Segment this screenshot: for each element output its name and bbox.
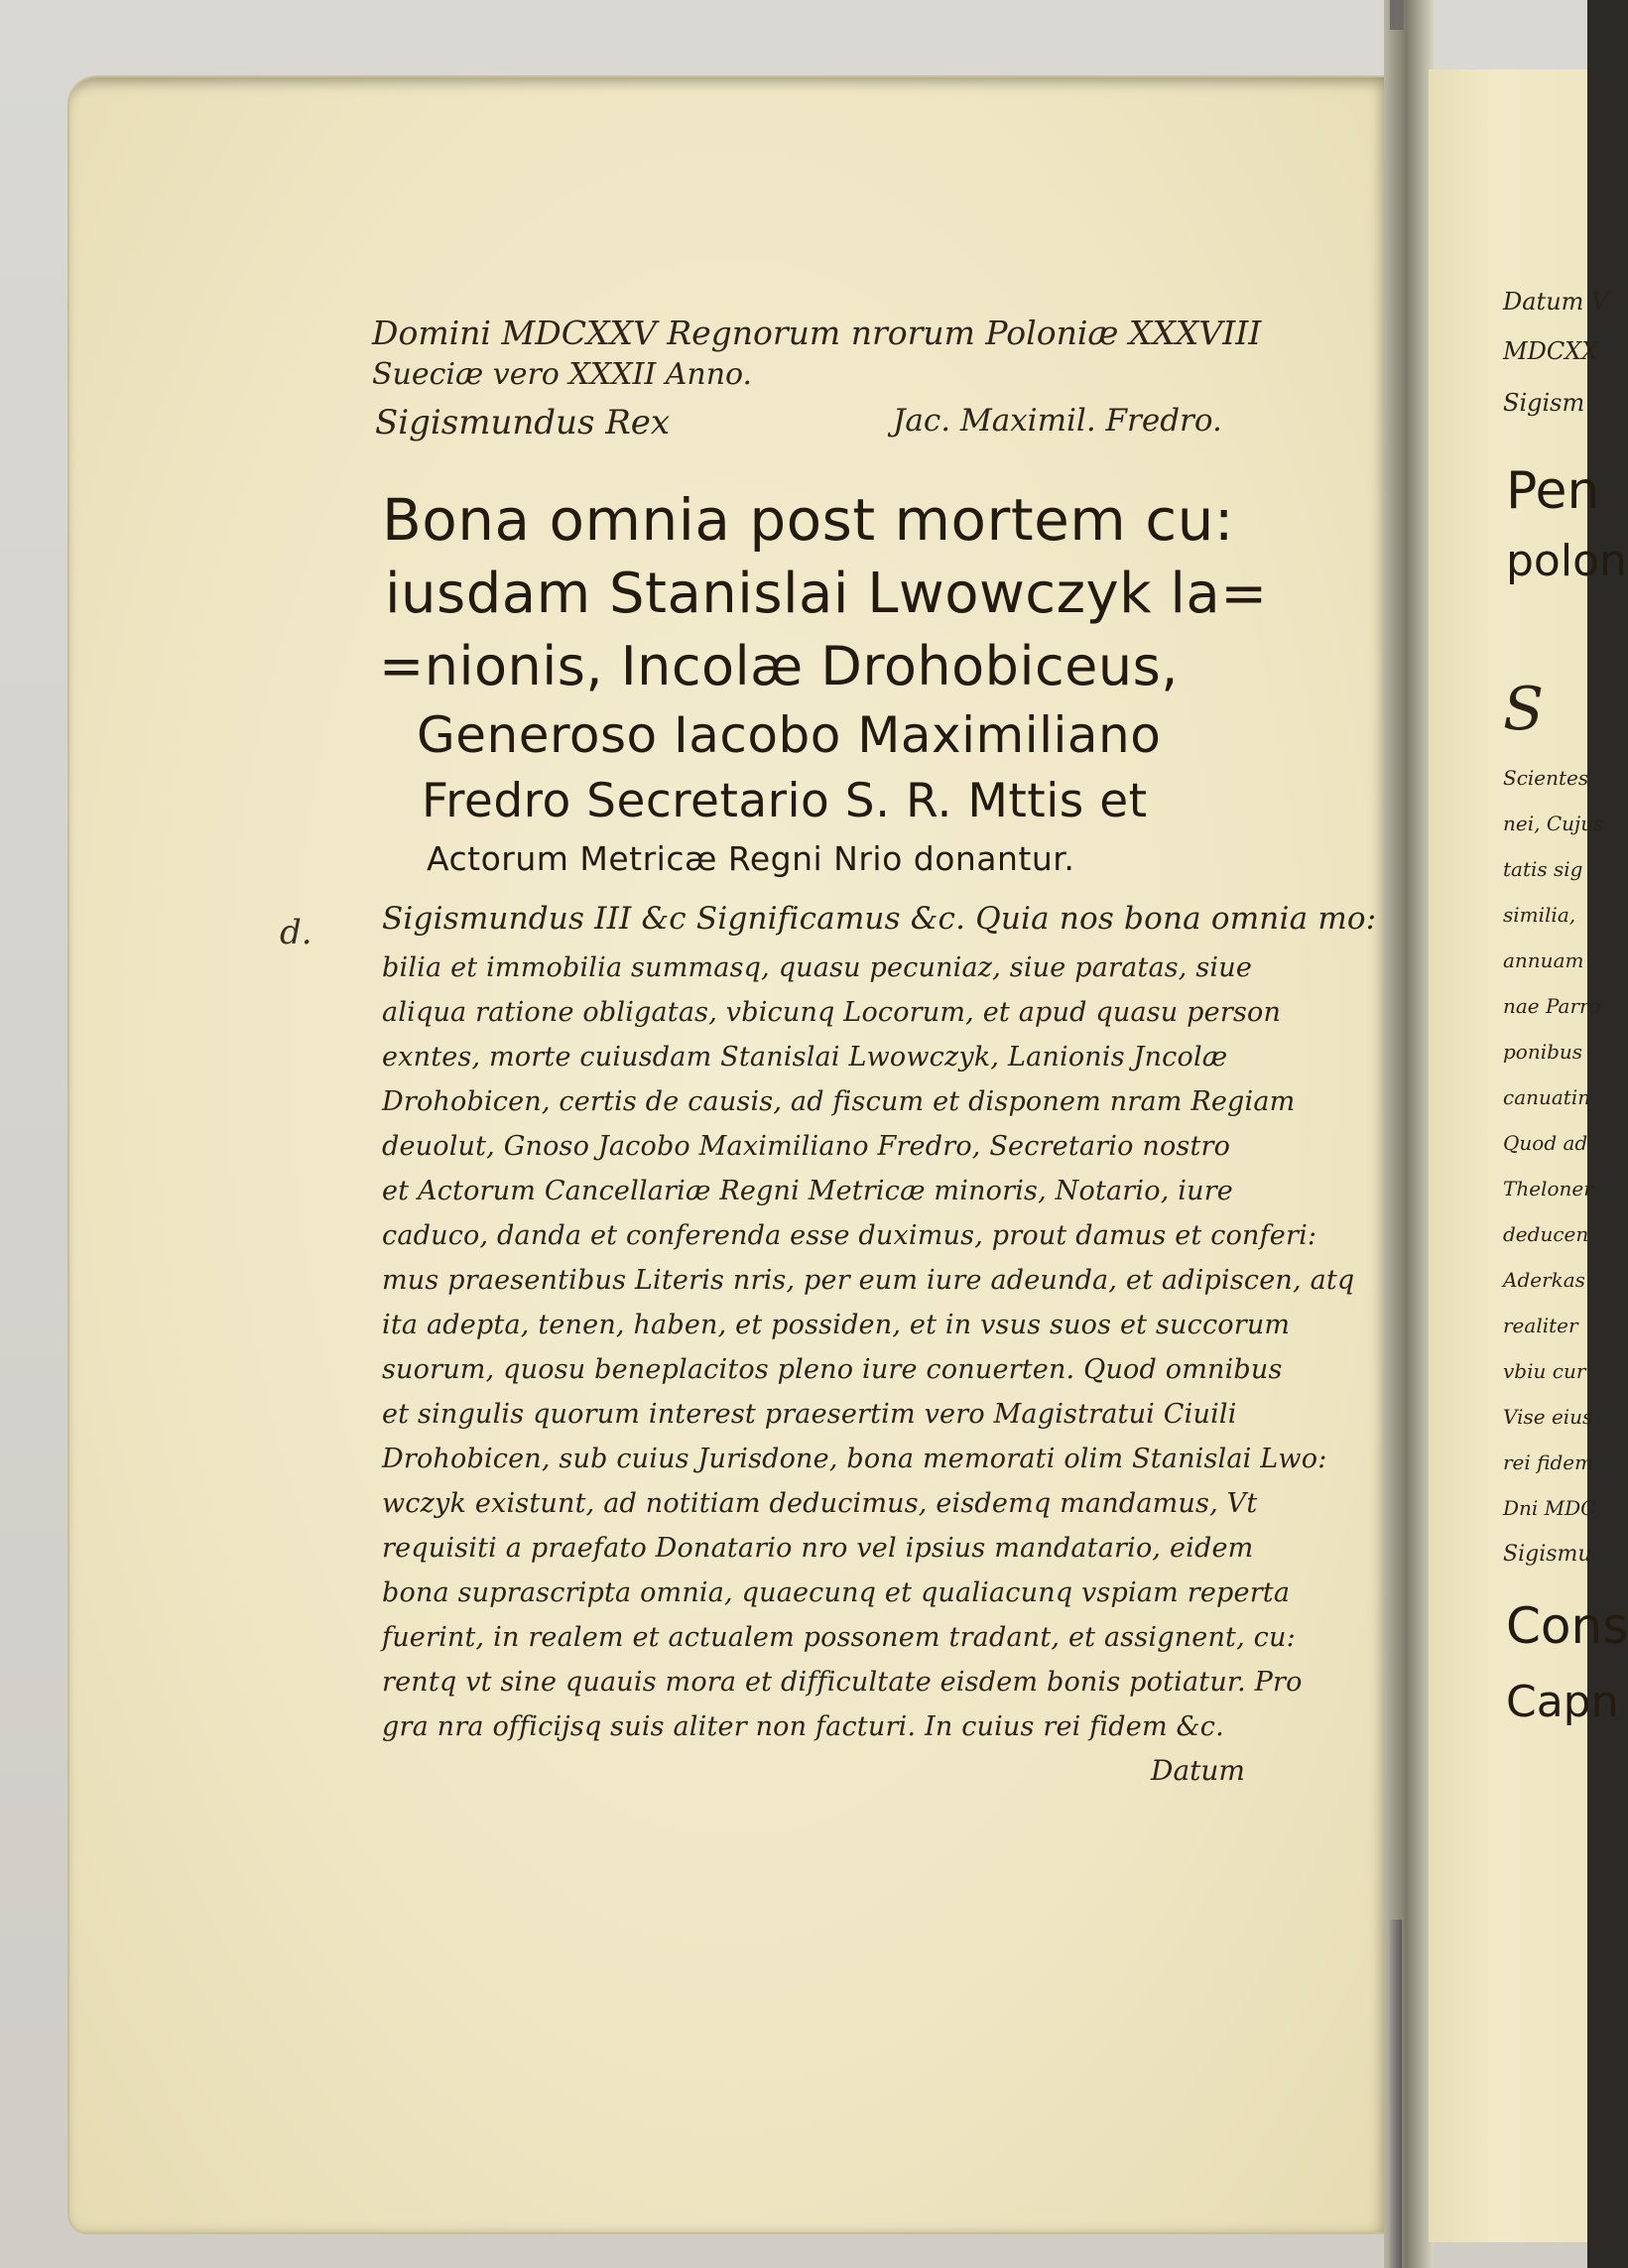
right-body-2: nei, Cujus bbox=[1503, 812, 1604, 835]
right-line-3: Sigism bbox=[1503, 389, 1585, 417]
body-line-1: Sigismundus III &c Significamus &c. Quia nos bona omnia mo: bbox=[382, 901, 1377, 937]
signature-secretary: Jac. Maximil. Fredro. bbox=[893, 403, 1222, 439]
signature-king: Sigismundus Rex bbox=[375, 403, 671, 442]
catchword: Datum bbox=[1151, 1754, 1245, 1787]
right-body-7: ponibus bbox=[1503, 1040, 1583, 1064]
right-body-8: canuatin bbox=[1503, 1085, 1591, 1109]
right-line-2: MDCXX bbox=[1503, 337, 1599, 365]
right-body-17: Dni MDC bbox=[1503, 1496, 1596, 1520]
body-line-18: rentq vt sine quauis mora et difficultate eisdem bonis potiatur. Pro bbox=[382, 1667, 1303, 1698]
margin-note: d. bbox=[280, 913, 313, 952]
right-body-15: Vise eius bbox=[1503, 1405, 1593, 1429]
title-line-5: Fredro Secretario S. R. Mttis et bbox=[422, 774, 1148, 828]
body-line-17: fuerint, in realem et actualem possonem tradant, et assignent, cu: bbox=[382, 1622, 1296, 1653]
body-line-2: bilia et immobilia summasq, quasu pecuniaz, siue paratas, siue bbox=[382, 952, 1253, 983]
body-line-13: Drohobicen, sub cuius Jurisdone, bona memorati olim Stanislai Lwo: bbox=[382, 1444, 1327, 1474]
binding-pin-top bbox=[1390, 0, 1404, 30]
right-body-6: nae Parro bbox=[1503, 994, 1601, 1018]
body-line-12: et singulis quorum interest praesertim vero Magistratui Ciuili bbox=[382, 1399, 1237, 1430]
body-line-4: exntes, morte cuiusdam Stanislai Lwowczyk, Lanionis Jncolæ bbox=[382, 1042, 1228, 1072]
body-line-11: suorum, quosu beneplacitos pleno iure conuerten. Quod omnibus bbox=[382, 1354, 1283, 1385]
body-line-6: deuolut, Gnoso Jacobo Maximiliano Fredro, Secretario nostro bbox=[382, 1131, 1231, 1162]
right-title-d: Capn bbox=[1506, 1677, 1619, 1727]
title-line-6: Actorum Metricæ Regni Nrio donantur. bbox=[427, 839, 1075, 878]
right-body-10: Theloner bbox=[1503, 1177, 1593, 1200]
right-body-18: Sigismu bbox=[1503, 1542, 1592, 1567]
right-line-1: Datum V bbox=[1503, 288, 1609, 315]
right-body-14: vbiu cur bbox=[1503, 1359, 1586, 1383]
title-line-1: Bona omnia post mortem cu: bbox=[382, 486, 1234, 554]
right-body-4: similia, bbox=[1503, 903, 1576, 927]
body-line-14: wczyk existunt, ad notitiam deducimus, eisdemq mandamus, Vt bbox=[382, 1488, 1258, 1519]
right-body-11: deducen bbox=[1503, 1222, 1589, 1246]
right-title-b: polon bbox=[1506, 536, 1627, 586]
body-line-5: Drohobicen, certis de causis, ad fiscum et disponem nram Regiam bbox=[382, 1086, 1296, 1117]
right-body-3: tatis sig bbox=[1503, 857, 1583, 881]
body-line-16: bona suprascripta omnia, quaecunq et qualiacunq vspiam reperta bbox=[382, 1577, 1291, 1608]
body-line-7: et Actorum Cancellariæ Regni Metricæ minoris, Notario, iure bbox=[382, 1176, 1233, 1206]
right-title-a: Pen bbox=[1506, 461, 1600, 521]
body-line-19: gra nra officijsq suis aliter non facturi. In cuius rei fidem &c. bbox=[382, 1711, 1224, 1742]
body-line-15: requisiti a praefato Donatario nro vel ipsius mandatario, eidem bbox=[382, 1533, 1254, 1564]
right-body-13: realiter bbox=[1503, 1314, 1578, 1337]
header-line-1: Domini MDCXXV Regnorum nrorum Poloniæ XXXVIII bbox=[372, 314, 1262, 352]
title-line-3: =nionis, Incolæ Drohobiceus, bbox=[379, 635, 1179, 697]
right-body-12: Aderkas bbox=[1503, 1268, 1585, 1292]
right-body-16: rei fidem bbox=[1503, 1450, 1594, 1474]
right-body-1: Scientes bbox=[1503, 766, 1589, 790]
body-line-8: caduco, danda et conferenda esse duximus, prout damus et conferi: bbox=[382, 1220, 1317, 1251]
body-line-10: ita adepta, tenen, haben, et possiden, et in vsus suos et succorum bbox=[382, 1310, 1291, 1340]
title-line-4: Generoso Iacobo Maximiliano bbox=[417, 706, 1162, 764]
right-drop-capital: S bbox=[1503, 675, 1545, 744]
binding-pin-bottom bbox=[1390, 1920, 1402, 2268]
right-body-5: annuam bbox=[1503, 948, 1584, 972]
body-line-9: mus praesentibus Literis nris, per eum iure adeunda, et adipiscen, atq bbox=[382, 1265, 1355, 1296]
right-title-c: Cons bbox=[1506, 1597, 1628, 1655]
header-line-2: Sueciæ vero XXXII Anno. bbox=[372, 357, 753, 392]
title-line-2: iusdam Stanislai Lwowczyk la= bbox=[385, 562, 1268, 626]
right-body-9: Quod ad bbox=[1503, 1131, 1588, 1155]
body-line-3: aliqua ratione obligatas, vbicunq Locorum, et apud quasu person bbox=[382, 997, 1282, 1028]
